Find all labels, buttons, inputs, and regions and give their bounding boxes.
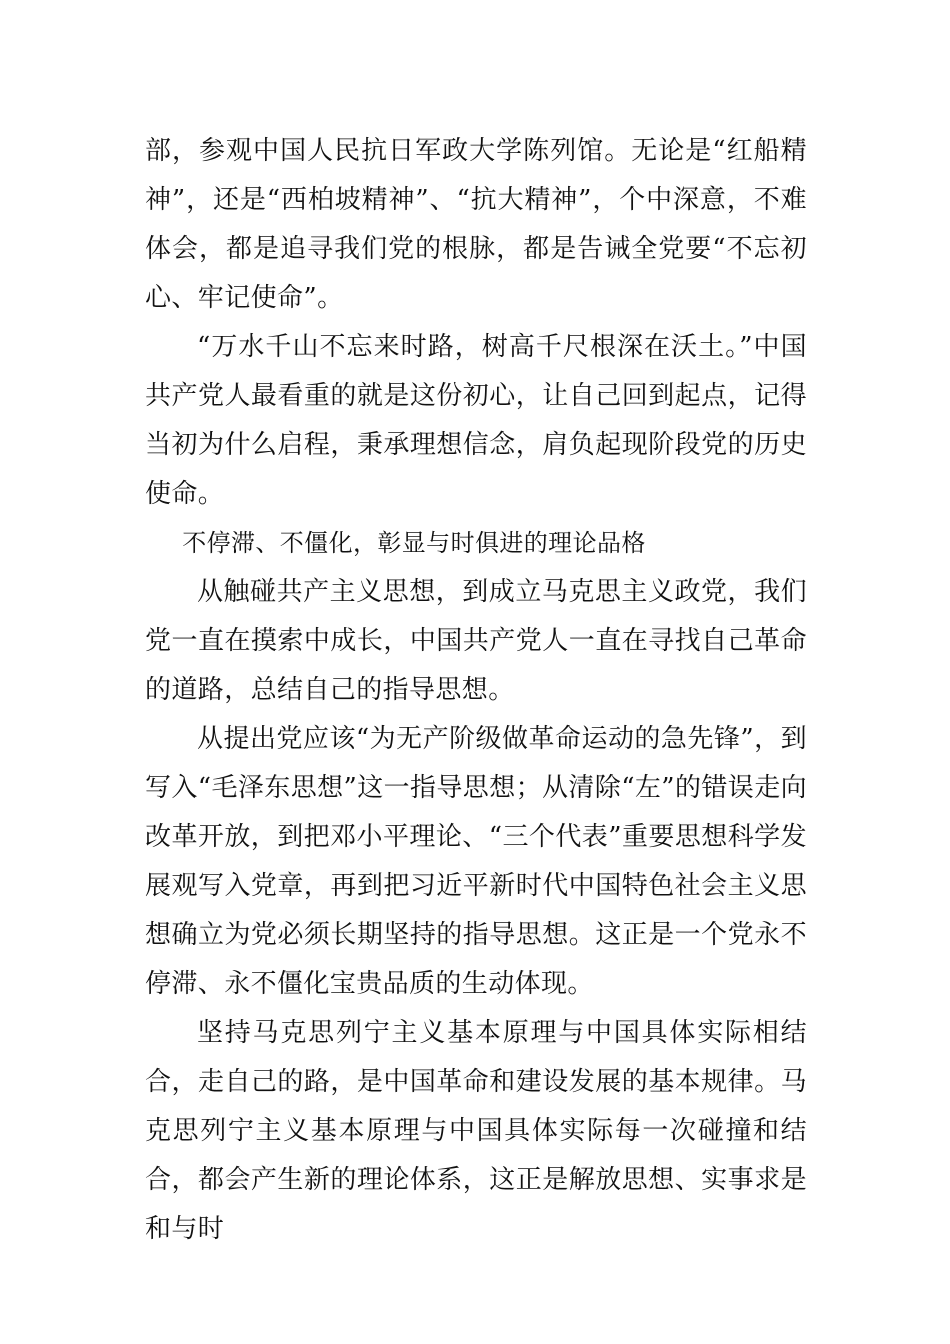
paragraph-exploration: 从触碰共产主义思想，到成立马克思主义政党，我们党一直在摸索中成长，中国共产党人一直在寻找自己革命的道路，总结自己的指导思想。 <box>145 577 807 705</box>
paragraph-guiding-thought: 从提出党应该“为无产阶级做革命运动的急先锋”，到写入“毛泽东思想”这一指导思想；从清除“左”的错误走向改革开放，到把邓小平理论、“三个代表”重要思想科学发展观写入党章，再到把习近平新时代中国特色社会主义思想确立为党必须长期坚持的指导思想。这正是一个党永不停滞、永不僵化宝贵品质的生动体现。 <box>145 724 807 999</box>
paragraph-continued: 部，参观中国人民抗日军政大学陈列馆。无论是“红船精神”，还是“西柏坡精神”、“抗大精神”，个中深意，不难体会，都是追寻我们党的根脉，都是告诫全党要“不忘初心、牢记使命”。 <box>145 136 807 313</box>
paragraph-initial-aspiration: “万水千山不忘来时路，树高千尺根深在沃土。”中国共产党人最看重的就是这份初心，让自己回到起点，记得当初为什么启程，秉承理想信念，肩负起现阶段党的历史使命。 <box>145 332 807 509</box>
section-heading: 不停滞、不僵化，彰显与时俱进的理论品格 <box>182 529 646 557</box>
document-body <box>145 127 807 1254</box>
paragraph-basic-principle: 坚持马克思列宁主义基本原理与中国具体实际相结合，走自己的路，是中国革命和建设发展的基本规律。马克思列宁主义基本原理与中国具体实际每一次碰撞和结合，都会产生新的理论体系，这正是解放思想、实事求是和与时 <box>145 1018 807 1244</box>
